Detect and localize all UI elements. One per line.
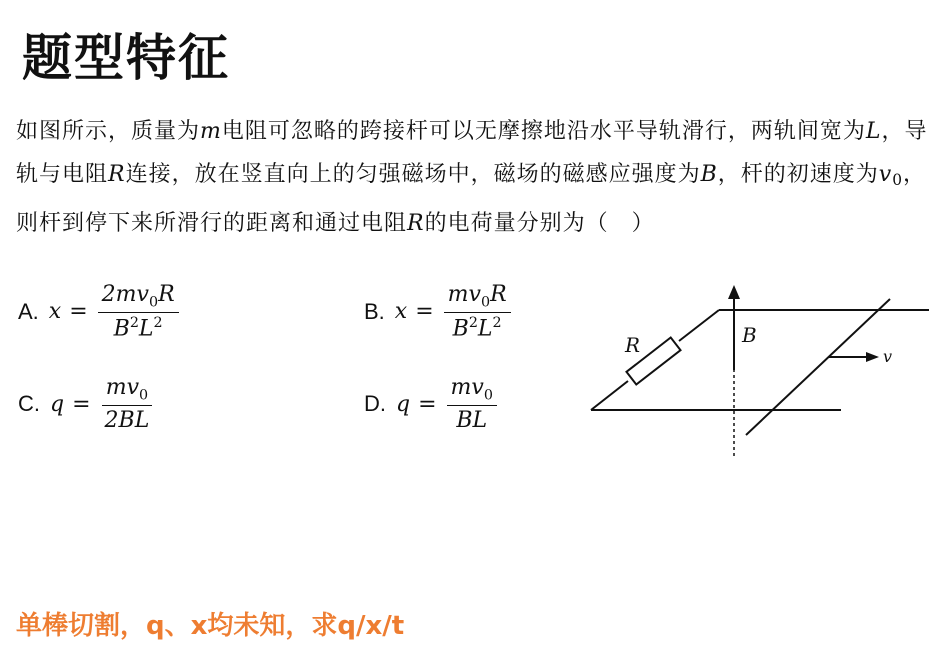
stem-text: 的电荷量分别为（ ） [424,210,655,236]
page-title: 题型特征 [22,29,230,87]
stem-text: 连接，放在竖直向上的匀强磁场中，磁场的磁感应强度为 [125,162,701,187]
left-wire [591,381,628,410]
rail-diagram [585,282,935,462]
resistor-symbol: R [407,210,425,236]
sliding-rod [746,299,893,435]
fraction: $\frac{mv_0R}{B^2L^2}$ [444,282,511,342]
mass-symbol: m [200,119,222,144]
field-arrow-icon [728,285,740,299]
equals-sign: = [418,391,437,417]
option-label: A. [18,298,39,324]
option-variable: q [396,391,411,417]
option-c[interactable] [18,375,153,433]
option-variable: x [48,299,62,325]
equals-sign: = [69,299,88,325]
equals-sign: = [72,391,91,417]
stem-text: ，导轨与电阻 [16,119,928,187]
option-b[interactable] [364,282,511,342]
width-symbol: L [865,119,882,144]
field-symbol: B [700,162,718,187]
resistor-label: R [625,333,641,357]
fraction: $\frac{mv_0}{2BL}$ [101,375,154,433]
fraction: $\frac{mv_0}{BL}$ [447,375,497,433]
resistor-symbol: R [108,162,126,187]
stem-text: 电阻可忽略的跨接杆可以无摩擦地沿水平导轨滑行，两轨间宽为 [221,119,866,144]
option-label: C. [18,391,40,417]
left-wire [679,310,719,341]
velocity-label: v [883,347,893,366]
field-label: B [742,323,757,347]
stem-text: ，杆的初速度为 [717,162,879,187]
stem-text: 如图所示，质量为 [16,119,201,144]
velocity-symbol: $v_0$ [878,162,904,189]
footer-note: 单棒切割，q、x均未知，求q/x/t [16,611,405,641]
option-d[interactable] [364,375,497,433]
option-variable: q [50,391,65,417]
option-a[interactable] [18,282,179,342]
option-variable: x [394,299,408,325]
fraction: $\frac{2mv_0R}{B^2L^2}$ [98,282,179,342]
velocity-arrow-icon [866,352,879,362]
option-label: B. [364,298,385,324]
equals-sign: = [415,299,434,325]
option-label: D. [364,391,386,417]
question-stem [16,110,931,245]
stem-text: ，则杆到停下来所滑行的距离和通过电阻 [16,162,927,236]
